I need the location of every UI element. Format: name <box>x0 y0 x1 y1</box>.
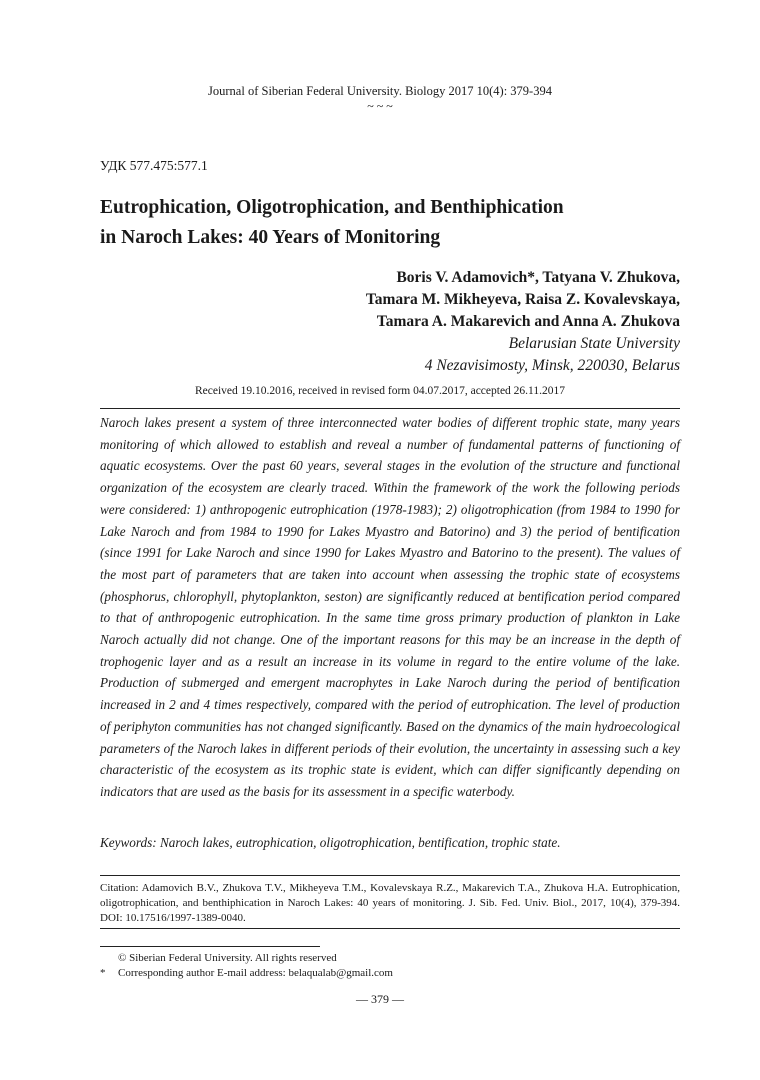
header-ornament: ~ ~ ~ <box>367 99 393 113</box>
abstract-top-rule <box>100 408 680 409</box>
copyright-text: © Siberian Federal University. All rights reserved <box>118 952 337 964</box>
footnote-corresponding <box>100 966 393 980</box>
citation-top-rule <box>100 875 680 876</box>
corresponding-email: Corresponding author E-mail address: belaqualab@gmail.com <box>118 967 393 979</box>
footnote-copyright <box>100 951 337 965</box>
title-line-2: in Naroch Lakes: 40 Years of Monitoring <box>100 227 441 248</box>
keywords: Keywords: Naroch lakes, eutrophication, oligotrophication, bentification, trophic state. <box>100 835 561 850</box>
journal-header: Journal of Siberian Federal University. Biology 2017 10(4): 379-394 <box>208 84 552 98</box>
citation-bottom-rule <box>100 928 680 929</box>
received-dates: Received 19.10.2016, received in revised form 04.07.2017, accepted 26.11.2017 <box>194 385 566 397</box>
author-block <box>80 267 680 377</box>
footnote-rule <box>100 946 320 947</box>
authors-line-2: Tamara M. Mikheyeva, Raisa Z. Kovalevskaya, <box>365 291 680 308</box>
authors-line-3: Tamara A. Makarevich and Anna A. Zhukova <box>376 313 680 330</box>
article-title <box>100 193 680 253</box>
udk-code: УДК 577.475:577.1 <box>100 158 208 173</box>
authors-line-1: Boris V. Adamovich*, Tatyana V. Zhukova, <box>396 269 680 286</box>
footnote-mark: * <box>100 967 106 979</box>
title-line-1: Eutrophication, Oligotrophication, and Benthiphication <box>100 197 564 218</box>
citation-text: Citation: Adamovich B.V., Zhukova T.V., Mikheyeva T.M., Kovalevskaya R.Z., Makarevich T.A., Zhukova H.A. Eutrophication, oligotrophication, and benthiphication in Naroch Lakes: 40 years of monitoring. J. Sib. Fed. Univ. Biol., 2017, 10(4), 379-394. DOI: 10.17516/1997-1389-0040. <box>100 882 680 924</box>
affiliation: Belarusian State University <box>508 335 680 352</box>
abstract-text: Naroch lakes present a system of three interconnected water bodies of different trophic state, many years monitoring of which allowed to establish and reveal a number of fundamental patterns of functioning of aquatic ecosystems. Over the past 60 years, several stages in the evolution of the structure and functional organization of the ecosystem are clearly traced. Within the framework of the work the following periods were considered: 1) anthropogenic eutrophication (1978-1983); 2) oligotrophication (from 1984 to 1990 for Lake Naroch and from 1984 to 1990 for Lakes Myastro and Batorino) and 3) the period of bentification (since 1991 for Lake Naroch and since 1990 for Lakes Myastro and Batorino to the present). The values of the most part of parameters that are taken into account when assessing the trophic state of ecosystems (phosphorus, chlorophyll, phytoplankton, seston) are significantly reduced at bentification period compared to that of anthropogenic eutrophication. In the same time gross primary production of plankton in Lake Naroch actually did not change. One of the important reasons for this may be an increase in the depth of trophogenic layer and as a result an increase in its volume in regard to the entire volume of the lake. Production of submerged and emergent macrophytes in Lake Naroch during the period of bentification increased in 2 and 4 times respectively, compared with the period of eutrophication. The level of production of periphyton communities has not changed significantly. Based on the dynamics of the main hydroecological parameters of the Naroch lakes in different periods of their evolution, the uncertainty in assessing such a key characteristic of the ecosystem as its trophic state is evident, which can differ significantly depending on indicators that are used as the basis for its assessment in a specific waterbody. <box>100 415 680 799</box>
affiliation-address: 4 Nezavisimosty, Minsk, 220030, Belarus <box>424 357 680 374</box>
page-number: — 379 — <box>356 992 404 1006</box>
